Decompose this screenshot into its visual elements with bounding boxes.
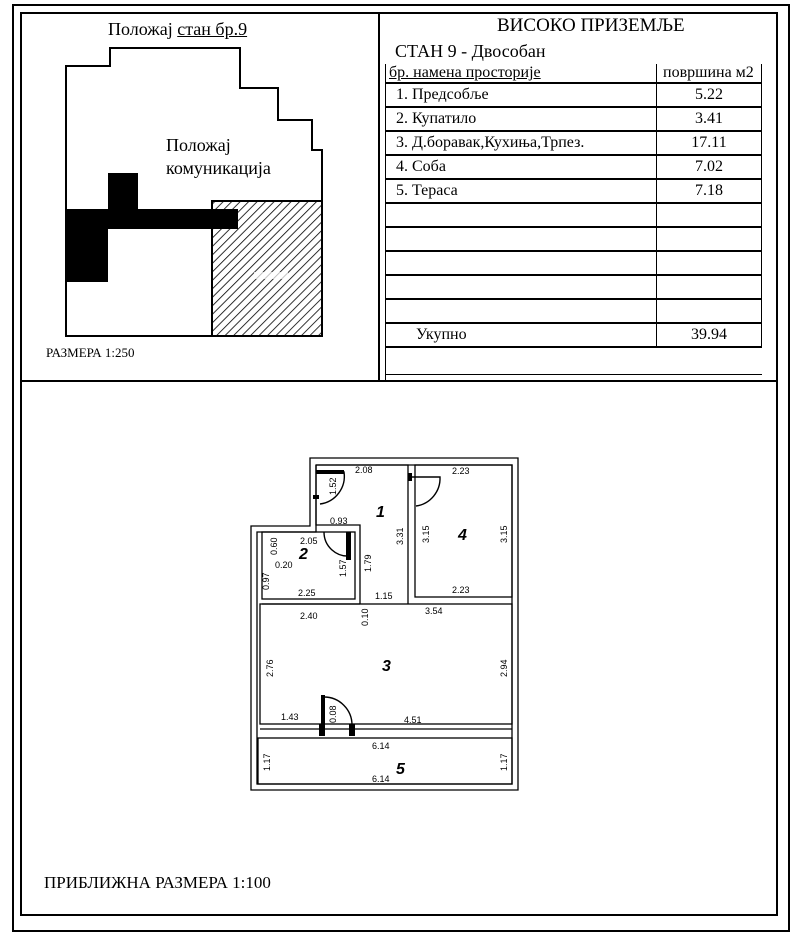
room-number-1: 1 <box>376 504 385 521</box>
dim-label: 2.05 <box>300 536 318 546</box>
dim-label: 4.51 <box>404 715 422 725</box>
total-label: Укупно <box>386 323 657 347</box>
table-row: 2. Купатило 3.41 <box>386 107 762 131</box>
dim-label: 1.17 <box>262 753 272 771</box>
dim-label: 0.10 <box>360 608 370 626</box>
dim-label: 3.15 <box>499 525 509 543</box>
dim-label: 0.97 <box>261 572 271 590</box>
dim-label: 2.23 <box>452 466 470 476</box>
dim-label: 3.54 <box>425 606 443 616</box>
table-row: 4. Соба 7.02 <box>386 155 762 179</box>
col-room-header: бр. намена просторије <box>386 64 657 83</box>
dim-label: 2.94 <box>499 659 509 677</box>
table-row: 1. Предсобље 5.22 <box>386 83 762 107</box>
dim-label: 0.08 <box>328 705 338 723</box>
dim-label: 0.60 <box>269 537 279 555</box>
location-title: Положај стан бр.9 <box>108 19 248 39</box>
dim-label: 2.08 <box>355 465 373 475</box>
dim-label: 1.57 <box>338 559 348 577</box>
dim-label: 1.43 <box>281 712 299 722</box>
dim-label: 2.23 <box>452 585 470 595</box>
dim-label: 0.20 <box>275 560 293 570</box>
dim-label: 2.40 <box>300 611 318 621</box>
dim-label: 3.31 <box>395 527 405 545</box>
room-number-4: 4 <box>458 527 467 544</box>
room-number-5: 5 <box>396 761 405 778</box>
table-row: 5. Тераса 7.18 <box>386 179 762 203</box>
room-number-3: 3 <box>382 658 391 675</box>
col-area-header: површина м2 <box>657 64 762 83</box>
apartment-title: СТАН 9 - Двособан <box>395 41 546 61</box>
dim-label: 6.14 <box>372 774 390 784</box>
total-value: 39.94 <box>657 323 762 347</box>
floor-title: ВИСОКО ПРИЗЕМЉЕ <box>497 15 685 36</box>
dim-label: 0.93 <box>330 516 348 526</box>
dim-label: 1.52 <box>328 477 338 495</box>
dim-label: 1.15 <box>375 591 393 601</box>
dim-label: 1.17 <box>499 753 509 771</box>
apartment-link[interactable]: стан бр.9 <box>177 19 248 39</box>
door-room4 <box>412 477 440 506</box>
dim-label: 3.15 <box>421 525 431 543</box>
room-number-2: 2 <box>299 546 308 563</box>
table-row: 3. Д.боравак,Кухиња,Трпез. 17.11 <box>386 131 762 155</box>
dim-label: 2.76 <box>265 659 275 677</box>
location-scale: РАЗМЕРА 1:250 <box>46 345 135 360</box>
communication-label: Положај комуникација <box>166 135 271 179</box>
plan-scale: ПРИБЛИЖНА РАЗМЕРА 1:100 <box>44 873 271 892</box>
dim-label: 1.79 <box>363 554 373 572</box>
dim-label: 2.25 <box>298 588 316 598</box>
dim-label: 6.14 <box>372 741 390 751</box>
